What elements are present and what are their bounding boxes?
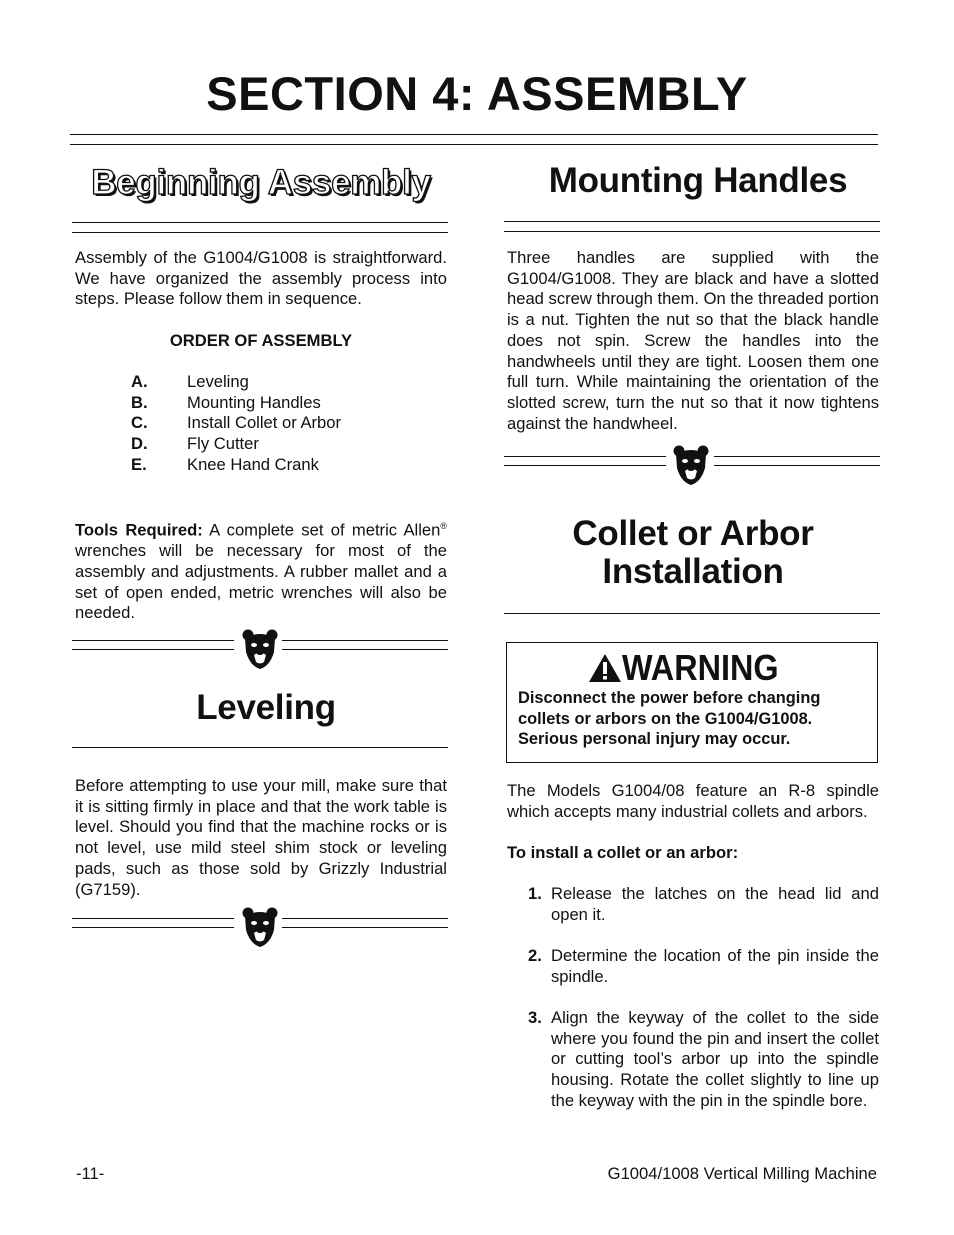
order-text: Knee Hand Crank <box>187 454 319 474</box>
order-text: Leveling <box>187 372 249 391</box>
bear-divider <box>504 444 880 492</box>
title-rule-bottom <box>70 144 878 145</box>
install-step <box>506 946 879 987</box>
leveling-text: Before attempting to use your mill, make sure that it is sitting firmly in place and that the work table is level. Should you find that the machine rocks or is not level, use mild steel shim stock or leveling pads, such as those sold by Grizzly Industrial (G7159). <box>75 776 447 899</box>
install-step <box>506 884 879 925</box>
collet-heading-line2: Installation <box>602 552 784 591</box>
leveling-heading: Leveling <box>196 688 336 727</box>
page-title: SECTION 4: ASSEMBLY <box>206 67 748 120</box>
collet-heading-line1: Collet or Arbor <box>572 514 814 553</box>
warning-box <box>506 642 878 763</box>
bear-divider <box>72 628 448 676</box>
install-steps-list <box>506 884 879 1132</box>
collet-intro: The Models G1004/08 feature an R-8 spindle which accepts many industrial collets and arbors. <box>507 781 879 821</box>
order-letter: B. <box>131 392 148 412</box>
warning-triangle-icon <box>588 653 622 683</box>
tools-text-a: A complete set of metric Allen <box>202 520 441 540</box>
order-of-assembly-title: ORDER OF ASSEMBLY <box>169 331 353 350</box>
order-letter: C. <box>131 413 148 433</box>
mounting-handles-heading: Mounting Handles <box>548 161 848 200</box>
step-text: Determine the location of the pin inside the spindle. <box>551 946 879 986</box>
order-letter: A. <box>131 372 148 391</box>
grizzly-bear-logo-icon <box>241 628 279 670</box>
tools-required-paragraph <box>75 516 447 624</box>
step-text: Release the latches on the head lid and open it. <box>551 884 879 924</box>
order-text: Fly Cutter <box>187 434 259 454</box>
beginning-rule-1 <box>72 222 448 223</box>
step-number: 1. <box>528 884 542 903</box>
tools-text-b: wrenches will be necessary for most of the assembly and adjustments. A rubber mallet and a set of open ended, metric wrenches will also be needed. <box>75 541 447 623</box>
order-letter: D. <box>131 434 148 454</box>
order-text: Install Collet or Arbor <box>187 413 342 433</box>
step-number: 2. <box>528 946 542 965</box>
mounting-rule-2 <box>504 231 880 232</box>
tools-required-label: Tools Required: <box>75 520 203 540</box>
warning-text: Disconnect the power before changing collets or arbors on the G1004/G1008. Serious personal injury may occur. <box>518 689 821 749</box>
mounting-rule-1 <box>504 221 880 222</box>
order-item <box>131 372 341 393</box>
bear-divider <box>72 906 448 954</box>
step-text: Align the keyway of the collet to the side where you found the pin and insert the collet or cutting tool’s arbor up into the spindle housing. Rotate the collet slightly to line up the keyway with the pin in the spindle bore. <box>551 1008 879 1110</box>
install-step <box>506 1008 879 1112</box>
order-of-assembly-list <box>131 372 341 476</box>
beginning-rule-2 <box>72 232 448 233</box>
install-steps-title: To install a collet or an arbor: <box>507 843 739 862</box>
leveling-rule <box>72 747 448 748</box>
footer-page-number: -11- <box>76 1164 105 1183</box>
title-rule-top <box>70 134 878 135</box>
registered-mark: ® <box>440 521 447 531</box>
order-item <box>131 393 341 414</box>
beginning-intro: Assembly of the G1004/G1008 is straightforward. We have organized the assembly process into steps. Please follow them in sequence. <box>75 248 447 309</box>
order-item <box>131 434 341 455</box>
order-text: Mounting Handles <box>187 392 321 412</box>
order-item <box>131 413 341 434</box>
grizzly-bear-logo-icon <box>241 906 279 948</box>
beginning-assembly-heading: Beginning Assembly <box>91 163 431 202</box>
step-number: 3. <box>528 1008 542 1027</box>
warning-header <box>507 647 877 689</box>
order-item <box>131 455 341 476</box>
mounting-text: Three handles are supplied with the G1004/G1008. They are black and have a slotted head screw through them. On the threaded portion is a nut. Tighten the nut so that the black handle does not spin. Screw the handles into the handwheels until they are tight. Loosen them one full turn. While maintaining the orientation of the slotted screw, turn the nut so that it now tightens against the handwheel. <box>507 248 879 433</box>
grizzly-bear-logo-icon <box>672 444 710 486</box>
order-letter: E. <box>131 454 147 474</box>
warning-word: WARNING <box>622 647 779 688</box>
footer-machine-name: G1004/1008 Vertical Milling Machine <box>607 1164 877 1183</box>
collet-rule <box>504 613 880 614</box>
